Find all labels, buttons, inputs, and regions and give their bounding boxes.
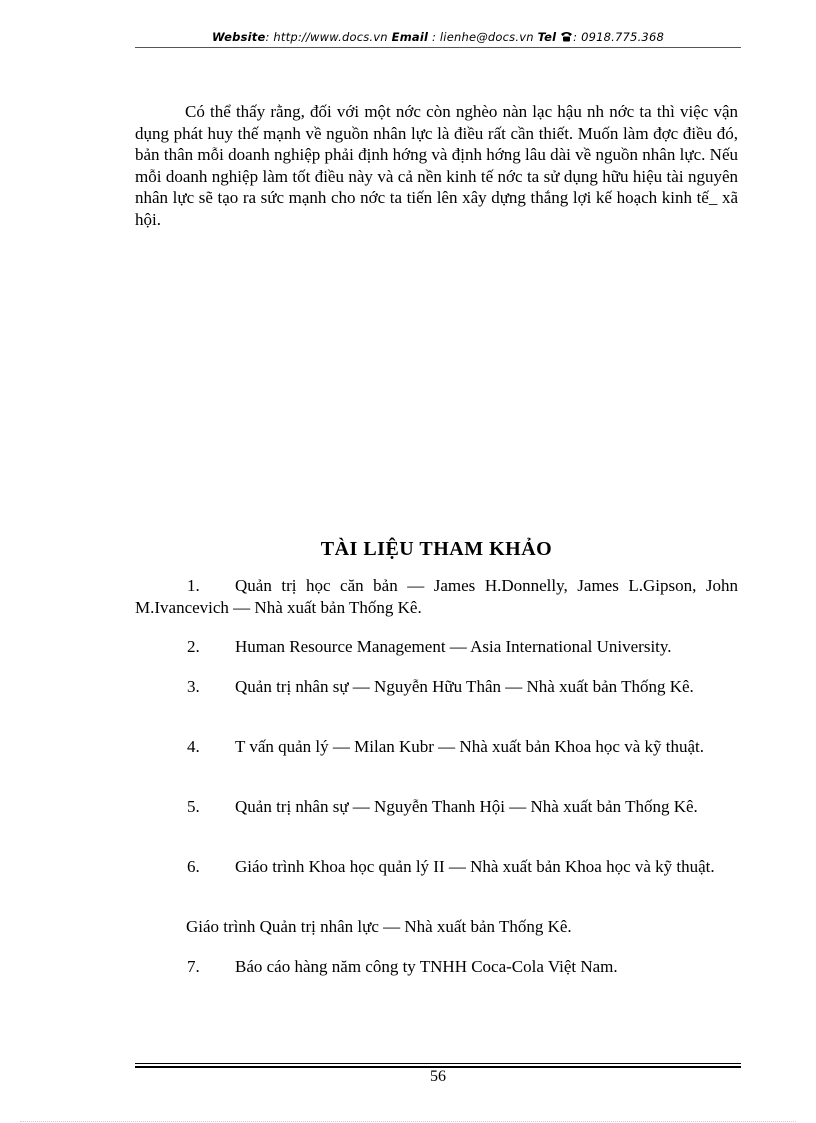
closing-paragraph: Có thể thấy rằng, đối với một nớc còn nghèo nàn lạc hậu nh nớc ta thì việc vận dụng phát huy thế mạnh về nguồn nhân lực là điều rất cần thiết. Muốn làm đợc điều đó, bản thân mỗi doanh nghiệp phải định hớng và định hớng lâu dài về nguồn nhân lực. Nếu mỗi doanh nghiệp làm tốt điều này và cả nền kinh tế nớc ta sử dụng hữu hiệu tài nguyên nhân lực sẽ tạo ra sức mạnh cho nớc ta tiến lên xây dựng thắng lợi kế hoạch kinh tế_ xã hội. [135, 102, 738, 229]
reference-item [135, 736, 738, 758]
reference-number: 7. [187, 957, 200, 976]
reference-text: Quản trị học căn bản — James H.Donnelly, James L.Gipson, John M.Ivancevich — Nhà xuất bản Thống Kê. [135, 576, 738, 617]
website-label: Website [212, 30, 266, 44]
reference-number: 2. [187, 637, 200, 656]
reference-item [135, 796, 738, 818]
reference-item [135, 956, 738, 978]
reference-text: Báo cáo hàng năm công ty TNHH Coca-Cola Việt Nam. [235, 957, 618, 976]
reference-text: Giáo trình Khoa học quản lý II — Nhà xuất bản Khoa học và kỹ thuật. [235, 857, 715, 876]
reference-item [135, 636, 738, 658]
phone-icon [560, 31, 573, 42]
reference-text: Quản trị nhân sự — Nguyễn Thanh Hội — Nhà xuất bản Thống Kê. [235, 797, 698, 816]
page-number: 56 [430, 1068, 446, 1085]
reference-item [135, 676, 738, 698]
page-header [135, 30, 741, 44]
header-rule [135, 47, 741, 48]
footer-rule [135, 1063, 741, 1064]
email-label: Email [391, 30, 429, 44]
reference-number: 5. [187, 797, 200, 816]
page-bottom-border [20, 1121, 796, 1122]
reference-text: Quản trị nhân sự — Nguyễn Hữu Thân — Nhà xuất bản Thống Kê. [235, 677, 694, 696]
reference-text: Giáo trình Quản trị nhân lực — Nhà xuất bản Thống Kê. [186, 917, 572, 936]
tel-label: Tel [537, 30, 557, 44]
reference-item-unnumbered [135, 916, 738, 938]
reference-number: 3. [187, 677, 200, 696]
tel-value: : 0918.775.368 [573, 30, 664, 44]
website-value: : http://www.docs.vn [265, 30, 392, 44]
reference-text: T vấn quản lý — Milan Kubr — Nhà xuất bản Khoa học và kỹ thuật. [235, 737, 704, 756]
reference-text: Human Resource Management — Asia International University. [235, 637, 672, 656]
reference-item [135, 575, 738, 618]
reference-number: 6. [187, 857, 200, 876]
references-title: TÀI LIỆU THAM KHẢO [320, 538, 553, 560]
reference-number: 1. [187, 576, 200, 595]
reference-number: 4. [187, 737, 200, 756]
email-value: : lienhe@docs.vn [428, 30, 538, 44]
reference-item [135, 856, 738, 878]
